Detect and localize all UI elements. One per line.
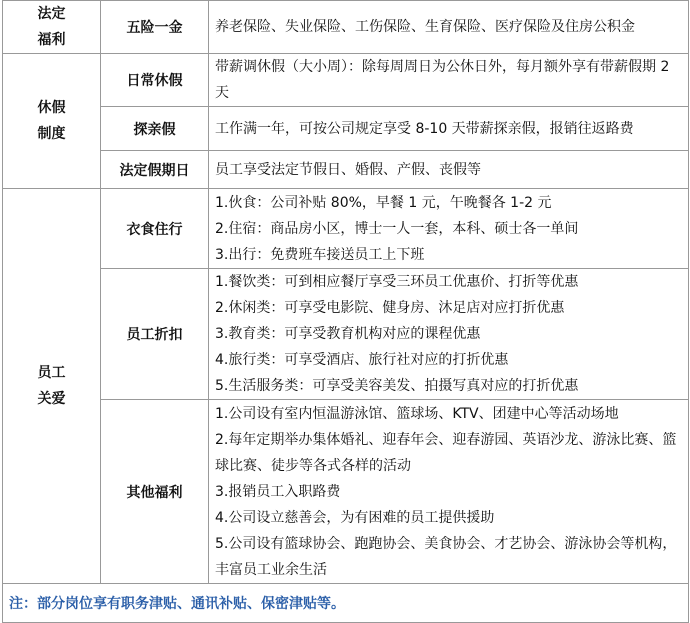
table-row — [3, 189, 689, 269]
list-item: 1.餐饮类：可到相应餐厅享受三环员工优惠价、打折等优惠 — [215, 274, 579, 290]
item-label: 衣食住行 — [101, 189, 209, 269]
list-item: 2.住宿：商品房小区，博士一人一套，本科、硕士各一单间 — [215, 220, 579, 237]
footnote: 注：部分岗位享有职务津贴、通讯补贴、保密津贴等。 — [3, 584, 689, 623]
item-description — [209, 151, 689, 189]
item-description — [209, 54, 689, 107]
list-item: 1.伙食：公司补贴 80%，早餐 1 元，午晚餐各 1-2 元 — [215, 194, 552, 211]
category-cell-statutory — [3, 1, 101, 54]
description-text: 工作满一年，可按公司规定享受 8-10 天带薪探亲假，报销往返路费 — [215, 120, 634, 137]
item-description — [209, 189, 689, 269]
item-label: 探亲假 — [101, 107, 209, 151]
list-item: 5.生活服务类：可享受美容美发、拍摄写真对应的打折优惠 — [215, 378, 579, 394]
list-item: 2.休闲类：可享受电影院、健身房、沐足店对应打折优惠 — [215, 300, 565, 316]
list-item: 3.出行：免费班车接送员工上下班 — [215, 246, 425, 263]
item-description — [209, 269, 689, 400]
category-label: 休假 — [37, 100, 66, 116]
category-label: 法定 — [37, 6, 66, 22]
table-row — [3, 584, 689, 623]
category-cell-care — [3, 189, 101, 584]
list-item: 3.报销员工入职路费 — [215, 483, 341, 500]
category-cell-leave — [3, 54, 101, 189]
description-text: 养老保险、失业保险、工伤保险、生育保险、医疗保险及住房公积金 — [215, 19, 635, 35]
benefits-table — [2, 0, 689, 623]
category-label: 福利 — [37, 32, 66, 48]
list-item: 3.教育类：可享受教育机构对应的课程优惠 — [215, 326, 481, 342]
item-description — [209, 400, 689, 584]
list-item: 4.旅行类：可享受酒店、旅行社对应的打折优惠 — [215, 352, 509, 368]
description-text: 员工享受法定节假日、婚假、产假、丧假等 — [215, 161, 481, 178]
table-row — [3, 151, 689, 189]
item-label: 五险一金 — [101, 1, 209, 54]
list-item: 5.公司设有篮球协会、跑跑协会、美食协会、才艺协会、游泳协会等机构，丰富员工业余生活 — [215, 535, 677, 578]
table-row — [3, 107, 689, 151]
item-label: 其他福利 — [101, 400, 209, 584]
list-item: 4.公司设立慈善会，为有困难的员工提供援助 — [215, 509, 495, 526]
table-row — [3, 54, 689, 107]
category-label: 员工 — [37, 365, 66, 381]
list-item: 2.每年定期举办集体婚礼、迎春年会、迎春游园、英语沙龙、游泳比赛、篮球比赛、徒步等各式各样的活动 — [215, 431, 677, 474]
table-row — [3, 269, 689, 400]
item-description — [209, 107, 689, 151]
item-description — [209, 1, 689, 54]
table-row — [3, 400, 689, 584]
item-label: 员工折扣 — [101, 269, 209, 400]
category-label: 制度 — [37, 126, 66, 142]
item-label: 日常休假 — [101, 54, 209, 107]
item-label: 法定假期日 — [101, 151, 209, 189]
list-item: 1.公司设有室内恒温游泳馆、篮球场、KTV、团建中心等活动场地 — [215, 405, 619, 422]
description-text: 带薪调休假（大小周）：除每周周日为公休日外，每月额外享有带薪假期 2 天 — [215, 59, 670, 101]
table-row — [3, 1, 689, 54]
category-label: 关爱 — [37, 391, 66, 407]
